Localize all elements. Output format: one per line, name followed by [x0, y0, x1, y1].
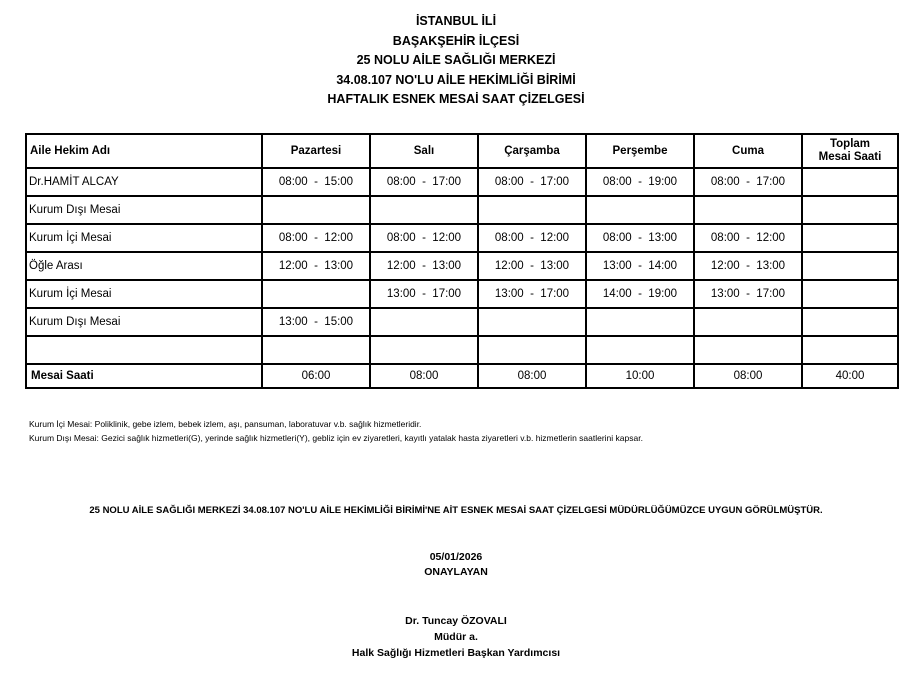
table-cell: [586, 196, 694, 224]
table-cell: [802, 308, 898, 336]
row-label: Öğle Arası: [26, 252, 262, 280]
total-header-line2: Mesai Saati: [818, 151, 882, 163]
table-cell: [694, 308, 802, 336]
column-header-wednesday: Çarşamba: [478, 134, 586, 168]
table-cell: [262, 196, 370, 224]
row-label: [26, 336, 262, 364]
table-cell: [478, 196, 586, 224]
table-cell: 12:00 - 13:00: [478, 252, 586, 280]
table-cell: 12:00 - 13:00: [694, 252, 802, 280]
header-document-title: HAFTALIK ESNEK MESAİ SAAT ÇİZELGESİ: [327, 92, 585, 106]
column-header-physician: Aile Hekim Adı: [26, 134, 262, 168]
table-cell: [262, 280, 370, 308]
table-cell: 08:00 - 15:00: [262, 168, 370, 196]
approval-date: 05/01/2026: [429, 551, 483, 563]
row-label: Kurum İçi Mesai: [26, 280, 262, 308]
table-cell: 13:00 - 17:00: [478, 280, 586, 308]
column-header-thursday: Perşembe: [586, 134, 694, 168]
table-row: [26, 336, 898, 364]
table-row: [26, 196, 898, 224]
table-cell: [694, 336, 802, 364]
row-label: Dr.HAMİT ALCAY: [26, 168, 262, 196]
signatory-role: Halk Sağlığı Hizmetleri Başkan Yardımcısı: [351, 647, 561, 659]
table-cell: 13:00 - 14:00: [586, 252, 694, 280]
table-cell: [802, 168, 898, 196]
approval-block: [0, 550, 912, 580]
table-cell: 08:00 - 17:00: [370, 168, 478, 196]
document-header: [0, 12, 912, 110]
summary-cell-tuesday: 08:00: [370, 364, 478, 388]
summary-cell-thursday: 10:00: [586, 364, 694, 388]
summary-label: Mesai Saati: [26, 364, 262, 388]
table-cell: [802, 252, 898, 280]
signatory-name: Dr. Tuncay ÖZOVALI: [405, 615, 507, 627]
table-row: [26, 224, 898, 252]
header-health-center: 25 NOLU AİLE SAĞLIĞI MERKEZİ: [356, 53, 556, 67]
header-district: BAŞAKŞEHİR İLÇESİ: [392, 33, 520, 48]
table-cell: [478, 308, 586, 336]
approver-label: ONAYLAYAN: [424, 566, 488, 578]
header-unit: 34.08.107 NO'LU AİLE HEKİMLİĞİ BİRİMİ: [336, 72, 576, 87]
table-cell: [802, 196, 898, 224]
table-cell: 13:00 - 15:00: [262, 308, 370, 336]
summary-cell-total: 40:00: [802, 364, 898, 388]
signatory-title: Müdür a.: [434, 631, 478, 643]
table-cell: 08:00 - 17:00: [478, 168, 586, 196]
footnote-internal-hours: Kurum İçi Mesai: Poliklinik, gebe izlem, bebek izlem, aşı, pansuman, laboratuvar v.b. sağlık hizmetleridir.: [29, 419, 422, 429]
summary-cell-friday: 08:00: [694, 364, 802, 388]
table-row: [26, 280, 898, 308]
table-cell: 13:00 - 17:00: [370, 280, 478, 308]
header-province: İSTANBUL İLİ: [415, 14, 497, 28]
table-cell: 08:00 - 12:00: [694, 224, 802, 252]
table-cell: 08:00 - 19:00: [586, 168, 694, 196]
table-cell: [586, 336, 694, 364]
table-cell: [802, 336, 898, 364]
table-cell: [478, 336, 586, 364]
signature-block: [0, 613, 912, 661]
table-header-row: [26, 134, 898, 168]
table-row: [26, 252, 898, 280]
table-cell: 08:00 - 17:00: [694, 168, 802, 196]
summary-cell-wednesday: 08:00: [478, 364, 586, 388]
table-cell: [802, 224, 898, 252]
footnote-external-hours: Kurum Dışı Mesai: Gezici sağlık hizmetleri(G), yerinde sağlık hizmetleri(Y), gebliz için ev ziyaretleri, kayıtlı yatalak hasta ziyaretleri v.b. hizmetlerin saatlerini kapsar.: [29, 433, 643, 443]
table-cell: 12:00 - 13:00: [370, 252, 478, 280]
table-cell: 08:00 - 12:00: [370, 224, 478, 252]
table-row: [26, 308, 898, 336]
summary-cell-monday: 06:00: [262, 364, 370, 388]
schedule-table: [25, 133, 899, 389]
table-cell: 13:00 - 17:00: [694, 280, 802, 308]
column-header-total-hours: [802, 134, 898, 168]
table-cell: 14:00 - 19:00: [586, 280, 694, 308]
table-cell: 08:00 - 12:00: [262, 224, 370, 252]
row-label: Kurum Dışı Mesai: [26, 196, 262, 224]
table-cell: [370, 308, 478, 336]
column-header-tuesday: Salı: [370, 134, 478, 168]
table-cell: 08:00 - 13:00: [586, 224, 694, 252]
summary-row: [26, 364, 898, 388]
footnotes: [29, 417, 643, 445]
table-cell: 12:00 - 13:00: [262, 252, 370, 280]
table-cell: [370, 196, 478, 224]
row-label: Kurum Dışı Mesai: [26, 308, 262, 336]
table-cell: 08:00 - 12:00: [478, 224, 586, 252]
table-cell: [586, 308, 694, 336]
row-label: Kurum İçi Mesai: [26, 224, 262, 252]
table-cell: [370, 336, 478, 364]
approval-statement: 25 NOLU AİLE SAĞLIĞI MERKEZİ 34.08.107 NO'LU AİLE HEKİMLİĞİ BİRİMİ'NE AİT ESNEK MESAİ SAAT ÇİZELGESİ MÜDÜRLÜĞÜMÜZCE UYGUN GÖRÜLMÜŞTÜR.: [89, 505, 823, 516]
table-row: [26, 168, 898, 196]
table-cell: [802, 280, 898, 308]
column-header-friday: Cuma: [694, 134, 802, 168]
table-cell: [262, 336, 370, 364]
column-header-monday: Pazartesi: [262, 134, 370, 168]
table-cell: [694, 196, 802, 224]
total-header-line1: Toplam: [829, 138, 871, 150]
